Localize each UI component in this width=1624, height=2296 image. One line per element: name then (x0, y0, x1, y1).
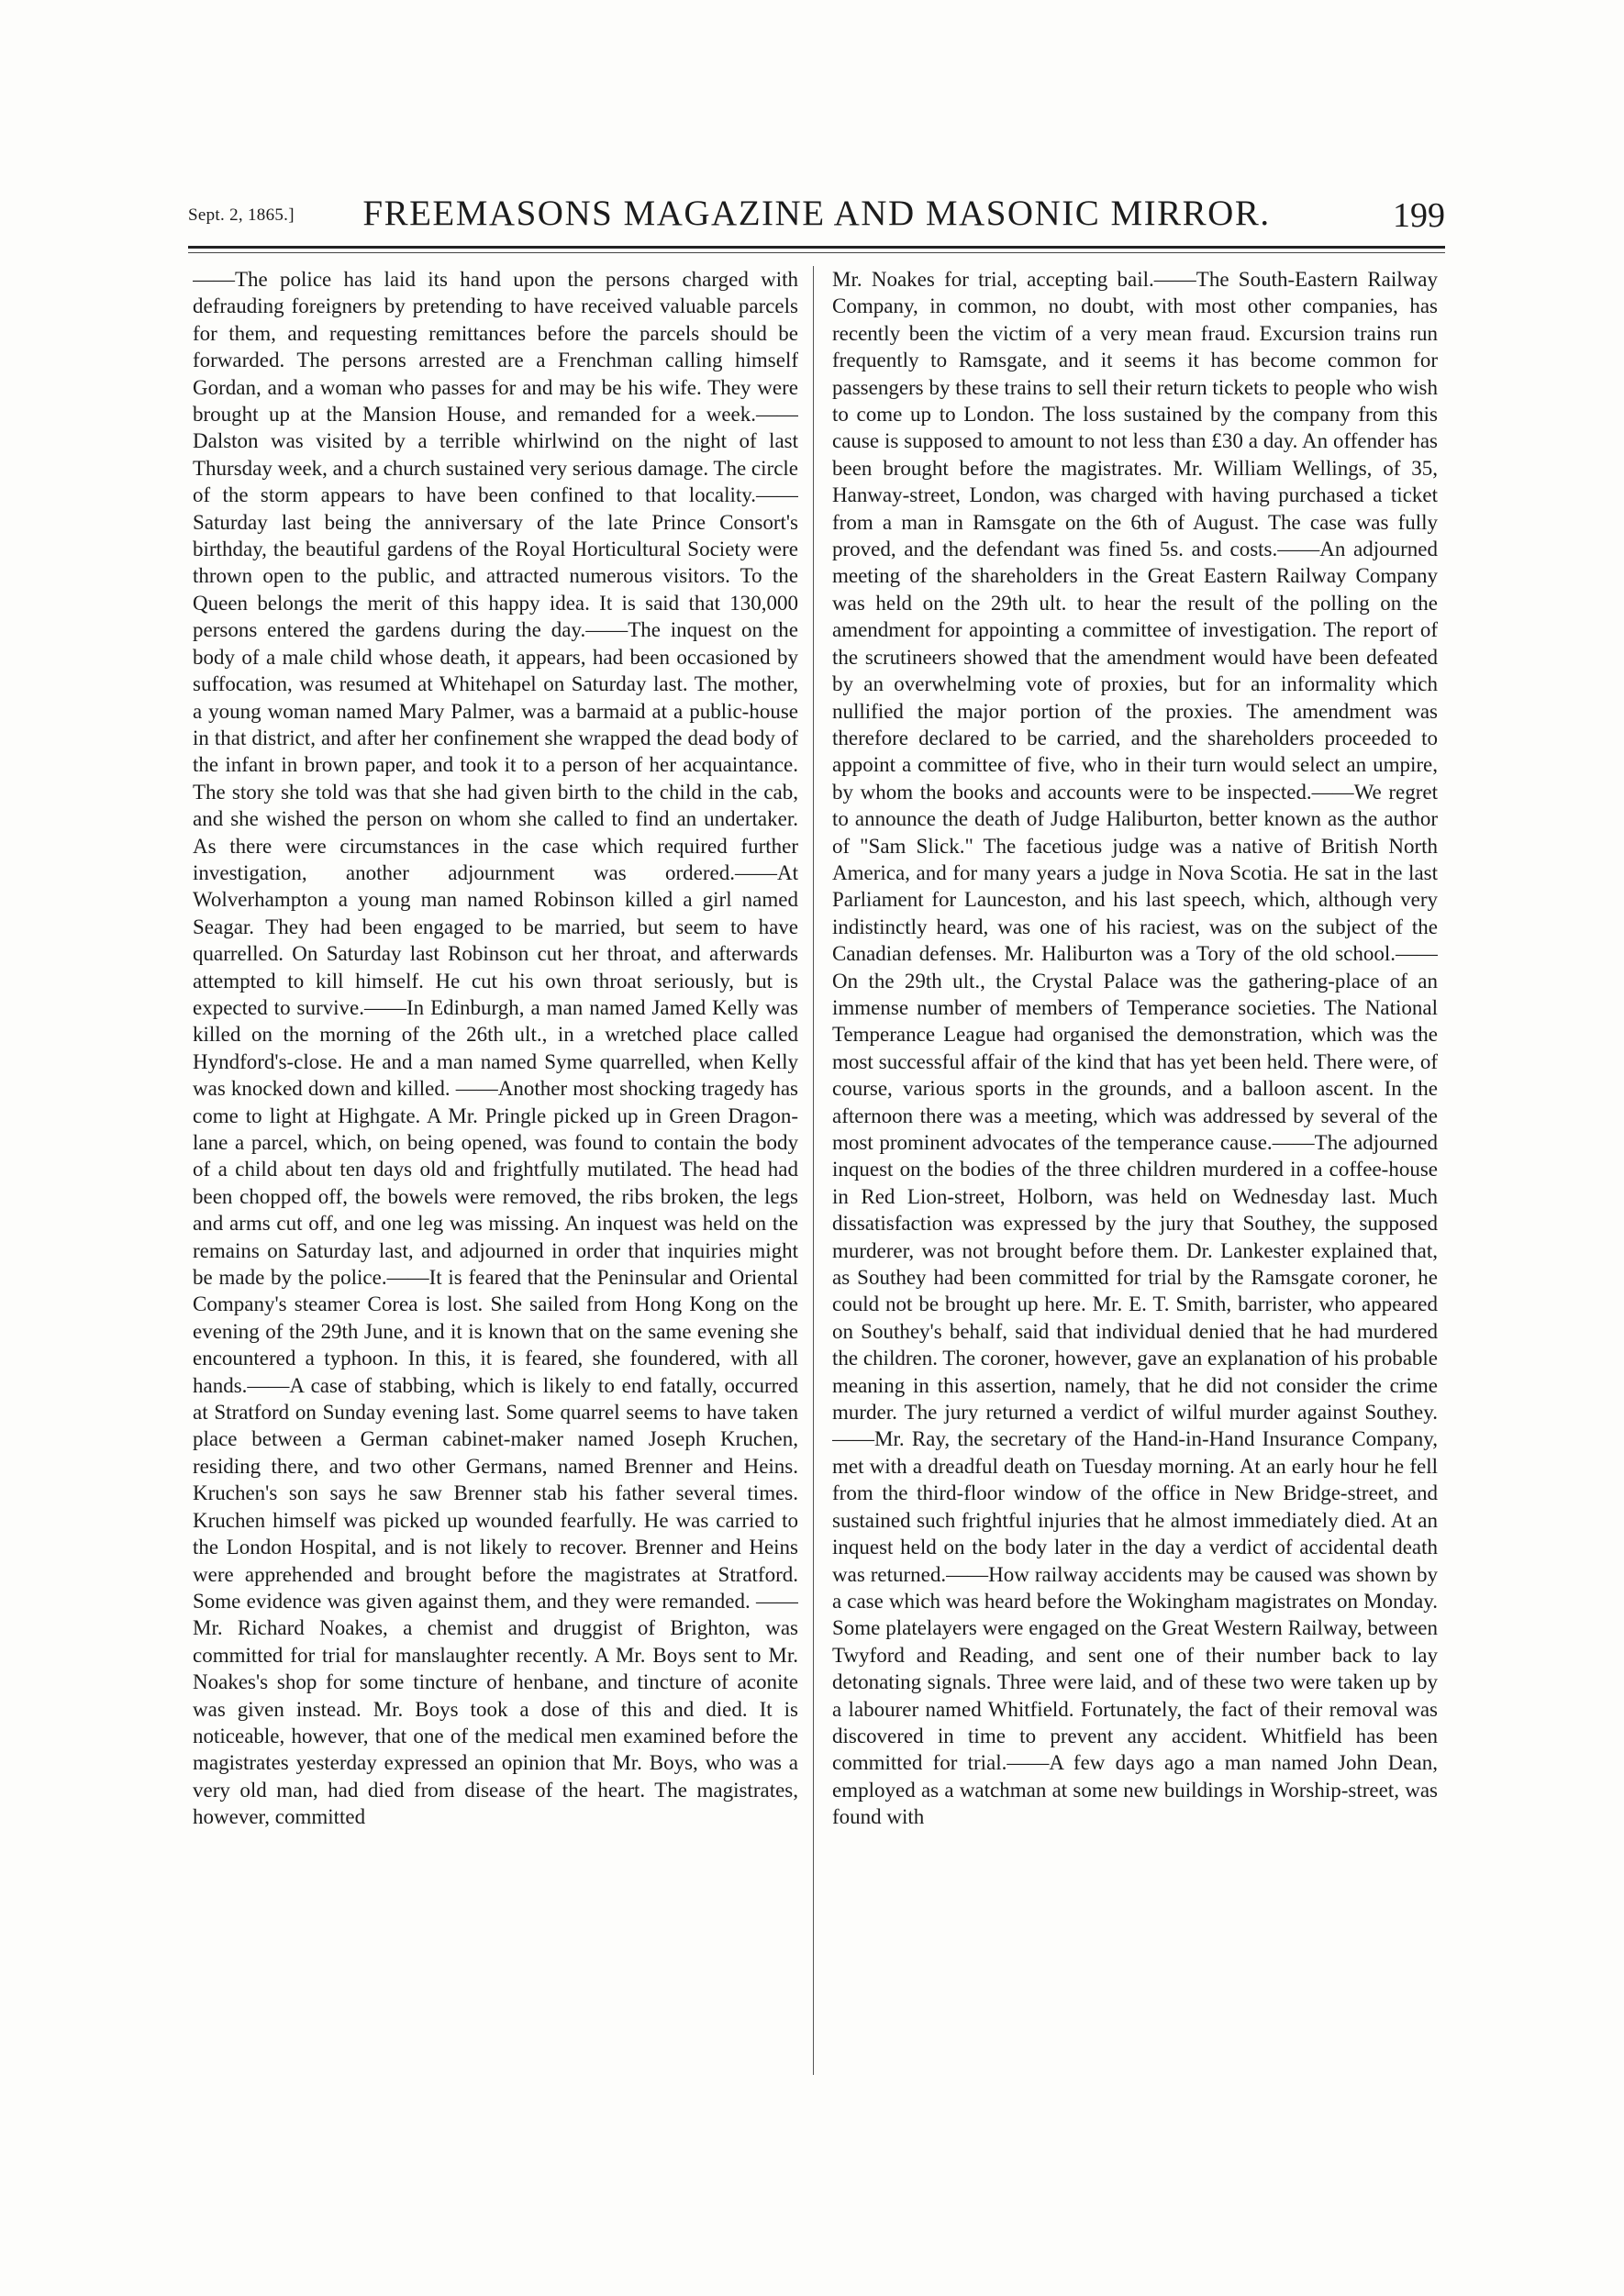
header-rule-thin (188, 252, 1445, 253)
issue-date: Sept. 2, 1865.] (188, 205, 295, 225)
magazine-title: FREEMASONS MAGAZINE AND MASONIC MIRROR. (362, 194, 1271, 233)
right-column (832, 266, 1438, 2073)
header-rule-thick (188, 246, 1445, 249)
left-column-text: ——The police has laid its hand upon the persons charged with defrauding foreigners by pretending to have received valuable parcels for them, and requesting remittances before the parcels should be forwarded. The persons arrested are a Frenchman calling himself Gordan, and a woman who passes for and may be his wife. They were brought up at the Mansion House, and remanded for a week.——Dalston was visited by a terrible whirlwind on the night of last Thursday week, and a church sustained very serious damage. The circle of the storm appears to have been confined to that locality.——Saturday last being the anniversary of the late Prince Consort's birthday, the beautiful gardens of the Royal Horticultural Society were thrown open to the public, and attracted numerous visitors. To the Queen belongs the merit of this happy idea. It is said that 130,000 persons entered the gardens during the day.——The inquest on the body of a male child whose death, it appears, had been occasioned by suffocation, was resumed at Whitehapel on Saturday last. The mother, a young woman named Mary Palmer, was a barmaid at a public-house in that district, and after her confinement she wrapped the dead body of the infant in brown paper, and took it to a person of her acquaintance. The story she told was that she had given birth to the child in the cab, and she wished the person on whom she called to find an undertaker. As there were circumstances in the case which required further investigation, another adjournment was ordered.——At Wolverhampton a young man named Robinson killed a girl named Seagar. They had been engaged to be married, but seem to have quarrelled. On Saturday last Robinson cut her throat, and afterwards attempted to kill himself. He cut his own throat seriously, but is expected to survive.——In Edinburgh, a man named Jamed Kelly was killed on the morning of the 26th ult., in a wretched place called Hyndford's-close. He and a man named Syme quarrelled, when Kelly was knocked down and killed. ——Another most shocking tragedy has come to light at Highgate. A Mr. Pringle picked up in Green Dragon-lane a parcel, which, on being opened, was found to contain the body of a child about ten days old and frightfully mutilated. The head had been chopped off, the bowels were removed, the ribs broken, the legs and arms cut off, and one leg was missing. An inquest was held on the remains on Saturday last, and adjourned in order that inquiries might be made by the police.——It is feared that the Peninsular and Oriental Company's steamer Corea is lost. She sailed from Hong Kong on the evening of the 29th June, and it is known that on the same evening she encountered a typhoon. In this, it is feared, she foundered, with all hands.——A case of stabbing, which is likely to end fatally, occurred at Stratford on Sunday evening last. Some quarrel seems to have taken place between a German cabinet-maker named Joseph Kruchen, residing there, and two other Germans, named Brenner and Heins. Kruchen's son says he saw Brenner stab his father several times. Kruchen himself was picked up wounded fearfully. He was carried to the London Hospital, and is not likely to recover. Brenner and Heins were apprehended and brought before the magistrates at Stratford. Some evidence was given against them, and they were remanded. —— Mr. Richard Noakes, a chemist and druggist of Brighton, was committed for trial for manslaughter recently. A Mr. Boys sent to Mr. Noakes's shop for some tincture of henbane, and tincture of aconite was given instead. Mr. Boys took a dose of this and died. It is noticeable, however, that one of the medical men examined before the magistrates yesterday expressed an opinion that Mr. Boys, who was a very old man, had died from disease of the heart. The magistrates, however, committed (193, 268, 798, 1829)
page-number: 199 (1393, 196, 1445, 235)
page-header (188, 193, 1445, 235)
right-column-text: Mr. Noakes for trial, accepting bail.——The South-Eastern Railway Company, in common, no doubt, with most other companies, has recently been the victim of a very mean fraud. Excursion trains run frequently to Ramsgate, and it seems it has become common for passengers by these trains to sell their return tickets to people who wish to come up to London. The loss sustained by the company from this cause is supposed to amount to not less than £30 a day. An offender has been brought before the magistrates. Mr. William Wellings, of 35, Hanway-street, London, was charged with having purchased a ticket from a man in Ramsgate on the 6th of August. The case was fully proved, and the defendant was fined 5s. and costs.——An adjourned meeting of the shareholders in the Great Eastern Railway Company was held on the 29th ult. to hear the result of the polling on the amendment for appointing a committee of investigation. The report of the scrutineers showed that the amendment would have been defeated by an overwhelming vote of proxies, but for an informality which nullified the major portion of the proxies. The amendment was therefore declared to be carried, and the shareholders proceeded to appoint a committee of five, who in their turn would select an umpire, by whom the books and accounts were to be inspected.——We regret to announce the death of Judge Haliburton, better known as the author of "Sam Slick." The facetious judge was a native of British North America, and for many years a judge in Nova Scotia. He sat in the last Parliament for Launceston, and his last speech, which, although very indistinctly heard, was one of his raciest, was on the subject of the Canadian defenses. Mr. Haliburton was a Tory of the old school.——On the 29th ult., the Crystal Palace was the gathering-place of an immense number of members of Temperance societies. The National Temperance League had organised the demonstration, which was the most successful affair of the kind that has yet been held. There were, of course, various sports in the grounds, and a balloon ascent. In the afternoon there was a meeting, which was addressed by several of the most prominent advocates of the temperance cause.——The adjourned inquest on the bodies of the three children murdered in a coffee-house in Red Lion-street, Holborn, was held on Wednesday last. Much dissatisfaction was expressed by the jury that Southey, the supposed murderer, was not brought before them. Dr. Lankester explained that, as Southey had been committed for trial by the Ramsgate coroner, he could not be brought up here. Mr. E. T. Smith, barrister, who appeared on Southey's behalf, said that individual denied that he had murdered the children. The coroner, however, gave an explanation of his probable meaning in this assertion, namely, that he did not consider the crime murder. The jury returned a verdict of wilful murder against Southey.——Mr. Ray, the secretary of the Hand-in-Hand Insurance Company, met with a dreadful death on Tuesday morning. At an early hour he fell from the third-floor window of the office in New Bridge-street, and sustained such frightful injuries that he almost immediately died. At an inquest held on the body later in the day a verdict of accidental death was returned.——How railway accidents may be caused was shown by a case which was heard before the Wokingham magistrates on Monday. Some platelayers were engaged on the Great Western Railway, between Twyford and Reading, and sent one of their number back to lay detonating signals. Three were laid, and of these two were taken up by a labourer named Whitfield. Fortunately, the fact of their removal was discovered in time to prevent any accident. Whitfield has been committed for trial.——A few days ago a man named John Dean, employed as a watchman at some new buildings in Worship-street, was found with (832, 268, 1438, 1829)
column-divider (813, 266, 814, 2075)
left-column (193, 266, 798, 2073)
